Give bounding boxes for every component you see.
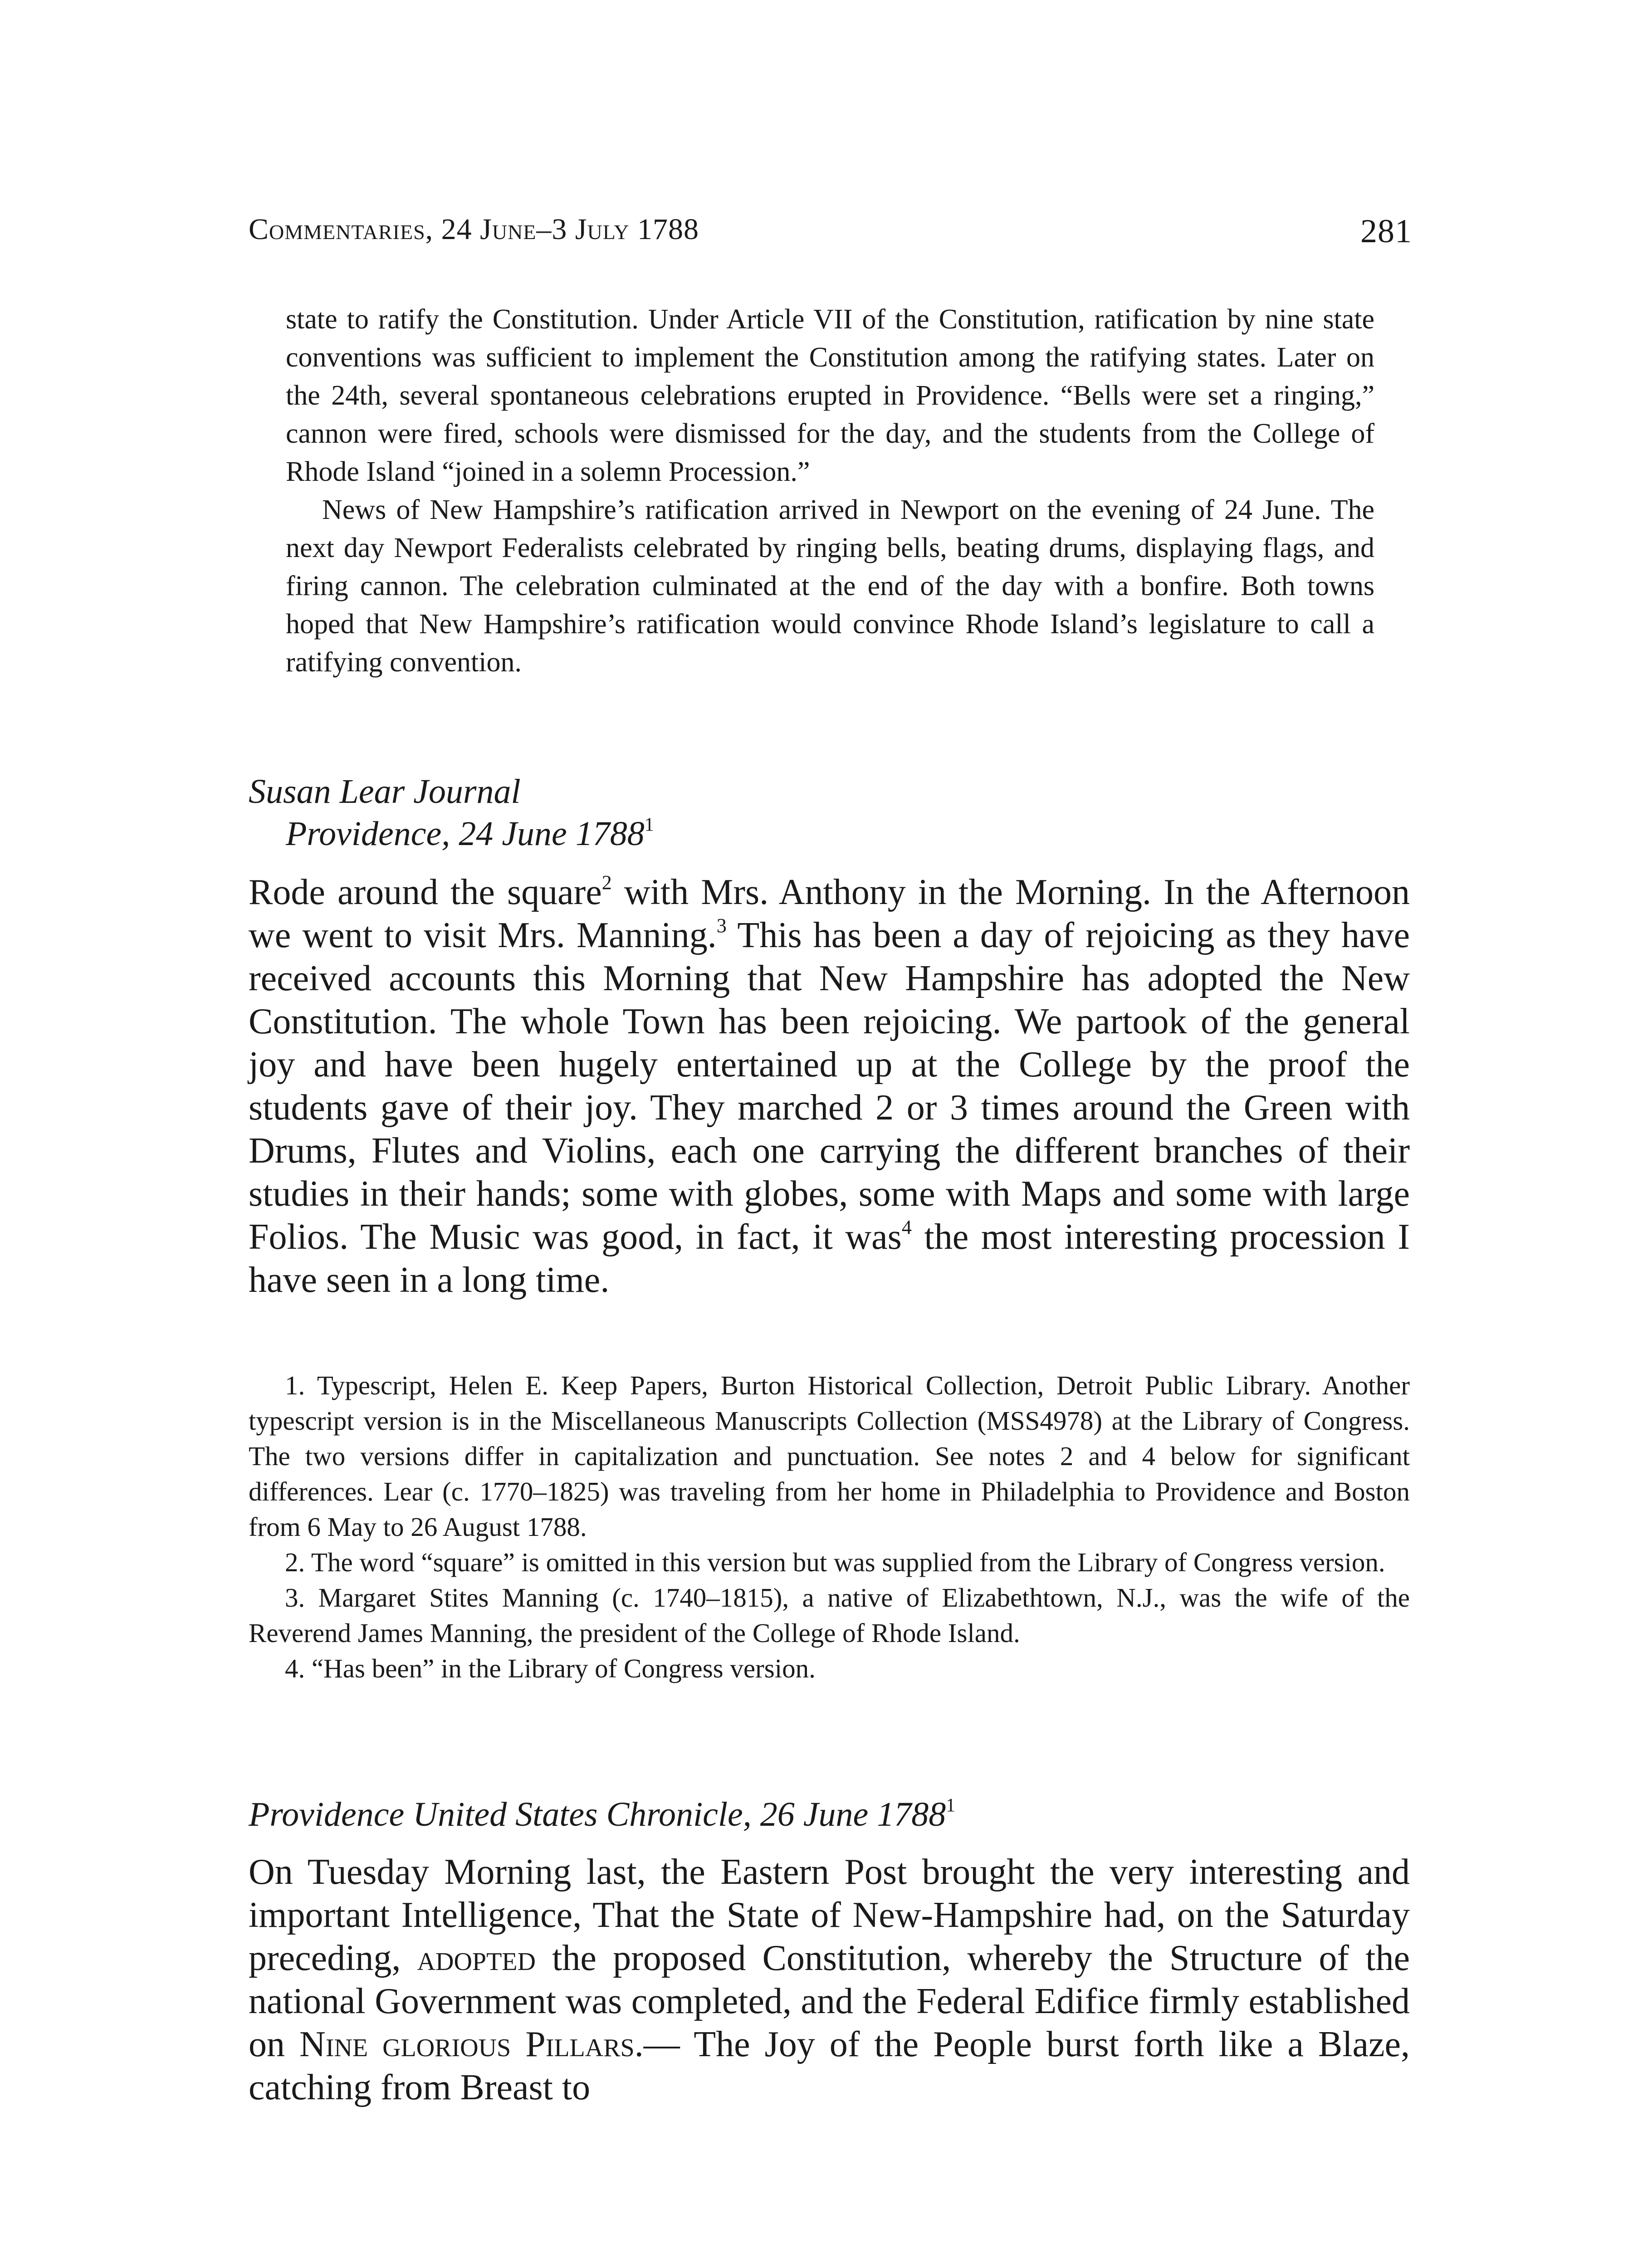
footnote: 4. “Has been” in the Library of Congress version. [285, 1653, 816, 1683]
note-reference: 4 [901, 1216, 912, 1238]
journal-text: the most interesting procession I have seen in a long time. [249, 1217, 1410, 1300]
page-number: 281 [1360, 213, 1412, 250]
note-reference: 3 [716, 914, 727, 937]
footnote: 3. Margaret Stites Manning (c. 1740–1815), a native of Elizabethtown, N.J., was the wife of the Reverend James Manning, the president of the College of Rhode Island. [249, 1583, 1410, 1648]
intro-paragraph: News of New Hampshire’s ratification arrived in Newport on the evening of 24 June. The next day Newport Federalists celebrated by ringing bells, beating drums, displaying flags, and firing cannon. The celebration culminated at the end of the day with a bonfire. Both towns hoped that New Hampshire’s ratification would convince Rhode Island’s legislature to call a ratifying convention. [286, 494, 1374, 678]
journal-text: This has been a day of rejoicing as they have received accounts this Morning that New Hampshire has adopted the New Constitution. The whole Town has been rejoicing. We partook of the general joy and have been hugely entertained up at the College by the proof the students gave of their joy. They marched 2 or 3 times around the Green with Drums, Flutes and Violins, each one carrying the different branches of their studies in their hands; some with globes, some with Maps and some with large Folios. The Music was good, in fact, it was [249, 915, 1410, 1257]
document-title [249, 771, 521, 812]
note-reference: 1 [644, 814, 654, 836]
journal-paragraph [249, 871, 1410, 1302]
chronicle-text: — The Joy of the People burst forth like a Blaze, catching from Breast to [249, 2024, 1410, 2107]
document-place-date [286, 813, 654, 854]
document-title-text: Susan Lear Journal [249, 772, 521, 811]
footnotes [249, 1368, 1410, 1686]
intro-paragraph: state to ratify the Constitution. Under Article VII of the Constitution, ratification by nine state conventions was sufficient to implement the Constitution among the ratifying states. Later on the 24th, several spontaneous celebrations erupted in Providence. “Bells were set a ringing,” cannon were fired, schools were dismissed for the day, and the students from the College of Rhode Island “joined in a solemn Procession.” [286, 304, 1374, 487]
running-head-title: Commentaries, 24 June–3 July 1788 [249, 213, 699, 246]
chronicle-text: On Tuesday Morning last, the Eastern Post brought the very interesting and important Intelligence, That the State of New-Hampshire had, on the Saturday preceding, [249, 1852, 1410, 1978]
intro-text [286, 300, 1374, 681]
journal-text: with Mrs. Anthony in the Morning. In the Afternoon we went to visit Mrs. Manning. [249, 872, 1410, 955]
note-reference: 1 [946, 1795, 956, 1816]
running-head [249, 212, 1412, 262]
document-title [249, 1794, 955, 1835]
footnote: 2. The word “square” is omitted in this version but was supplied from the Library of Congress version. [285, 1547, 1385, 1577]
chronicle-paragraph [249, 1851, 1410, 2109]
place-date-text: Providence, 24 June 1788 [286, 815, 645, 853]
small-caps-text: adopted [417, 1938, 536, 1978]
chronicle-text: the proposed Constitution, whereby the Structure of the national Government was completed, and the Federal Edifice firmly established on [249, 1938, 1410, 2064]
footnote: 1. Typescript, Helen E. Keep Papers, Burton Historical Collection, Detroit Public Library. Another typescript version is in the Miscellaneous Manuscripts Collection (MSS4978) at the Library of Congress. The two versions differ in capitalization and punctuation. See notes 2 and 4 below for significant differences. Lear (c. 1770–1825) was traveling from her home in Philadelphia to Providence and Boston from 6 May to 26 August 1788. [249, 1370, 1410, 1542]
document-title-text: Providence United States Chronicle, 26 June 1788 [249, 1795, 946, 1833]
journal-text: Rode around the square [249, 872, 602, 912]
note-reference: 2 [601, 871, 612, 894]
journal-entry [249, 871, 1410, 1302]
small-caps-text: Nine glorious Pillars. [299, 2024, 644, 2064]
chronicle-entry [249, 1851, 1410, 2109]
